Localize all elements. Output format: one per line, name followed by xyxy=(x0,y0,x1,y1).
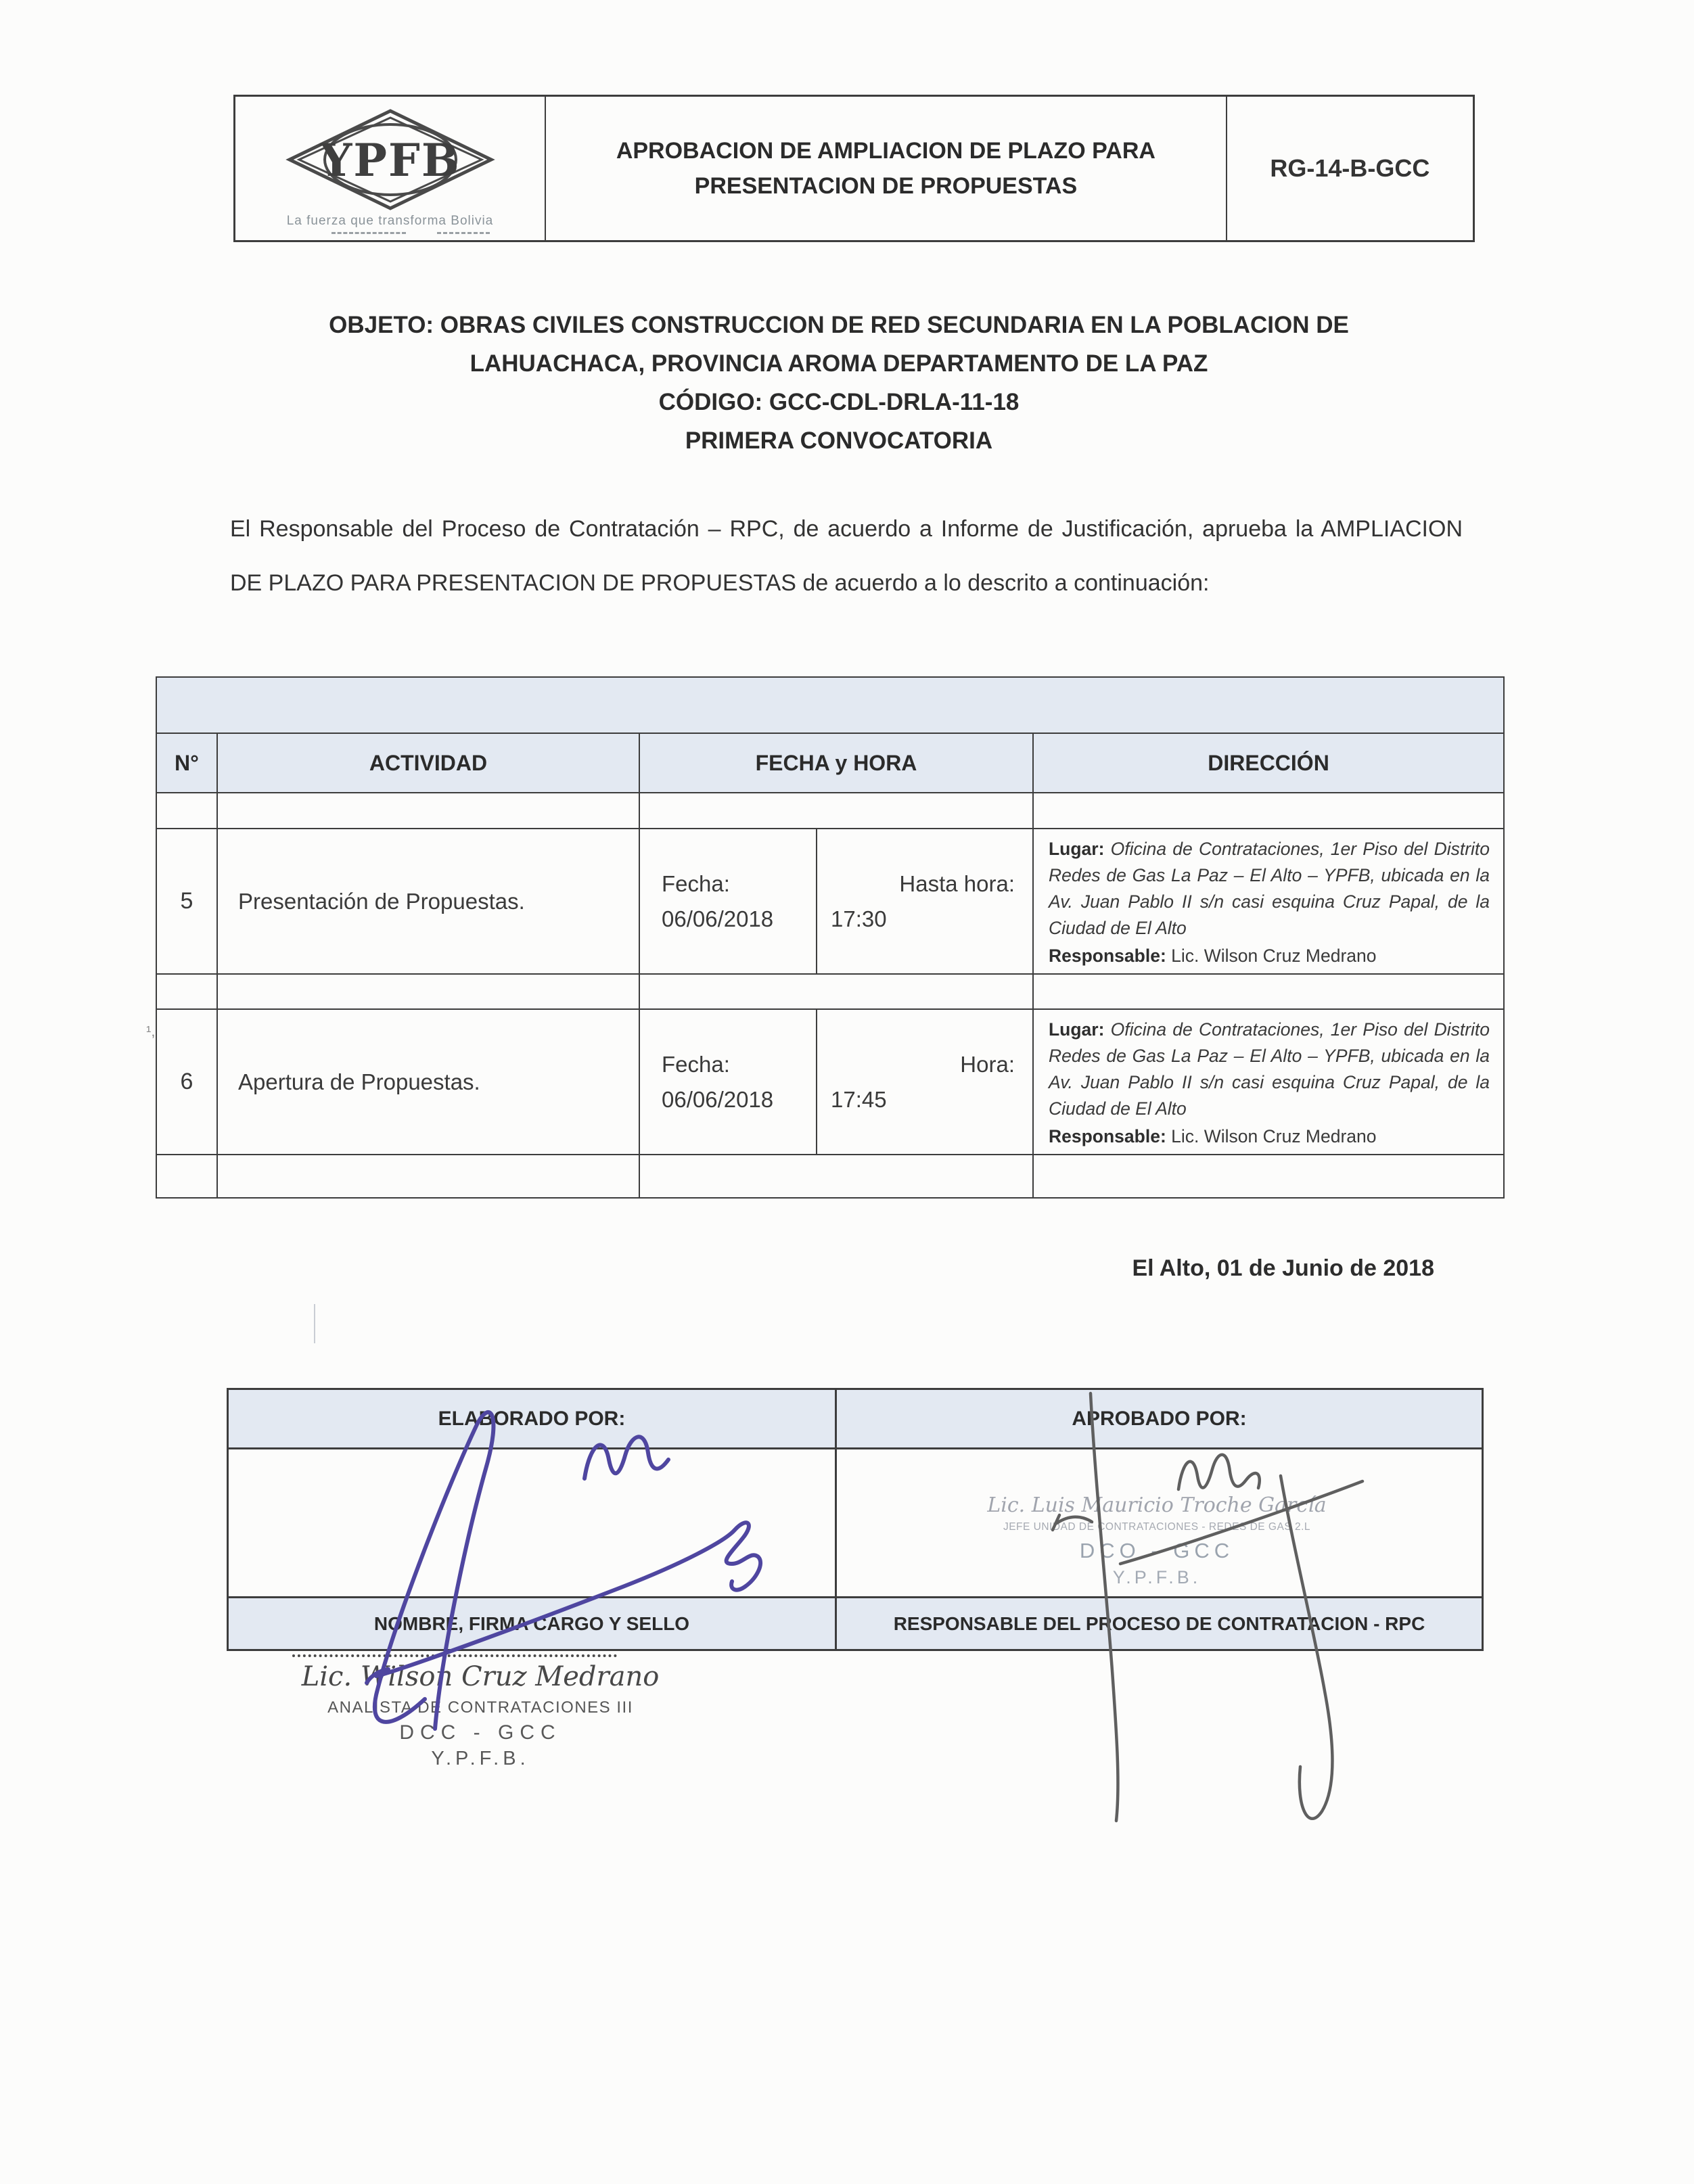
aprobado-por-header: APROBADO POR: xyxy=(836,1389,1483,1449)
aprobado-stamp-name: Lic. Luis Mauricio Troche García xyxy=(987,1493,1327,1517)
signature-header-row xyxy=(228,1389,1483,1449)
ypfb-logo-icon xyxy=(285,108,495,211)
date-line: El Alto, 01 de Junio de 2018 xyxy=(1132,1255,1434,1281)
col-header-fecha-hora: FECHA y HORA xyxy=(639,733,1033,793)
logo-tagline-underline xyxy=(331,232,490,234)
row6-responsable-label: Responsable: xyxy=(1049,1126,1166,1146)
document-header xyxy=(233,95,1475,242)
col-header-actividad: ACTIVIDAD xyxy=(217,733,639,793)
row5-lugar-label: Lugar: xyxy=(1049,839,1105,859)
activities-table xyxy=(156,676,1505,1199)
objeto-line2: LAHUACHACA, PROVINCIA AROMA DEPARTAMENTO DE LA PAZ xyxy=(470,350,1208,377)
table-top-band xyxy=(156,677,1504,733)
logo-tagline: La fuerza que transforma Bolivia xyxy=(286,214,494,228)
elaborado-por-header: ELABORADO POR: xyxy=(228,1389,836,1449)
spacer-row xyxy=(156,793,1504,829)
row6-lugar-label: Lugar: xyxy=(1049,1019,1105,1040)
row5-lugar-text: Oficina de Contrataciones, 1er Piso del Distrito Redes de Gas La Paz – El Alto – YPFB, ubicada en la Av. Juan Pablo II s/n casi esquina Cruz Papal, de la Ciudad de El Alto xyxy=(1049,839,1490,938)
col-header-direccion: DIRECCIÓN xyxy=(1033,733,1504,793)
row5-responsable-label: Responsable: xyxy=(1049,946,1166,966)
row5-hora-value: 17:30 xyxy=(831,906,887,931)
scan-artifact-line xyxy=(314,1304,315,1343)
row5-fecha-label: Fecha: xyxy=(662,870,730,896)
row6-direccion xyxy=(1033,1009,1504,1155)
row5-fecha-value: 06/06/2018 xyxy=(662,906,774,931)
aprobado-stamp-role: JEFE UNIDAD DE CONTRATACIONES - REDES DE GAS 2.L xyxy=(1003,1521,1311,1533)
elaborado-stamp-name: Lic. Wilson Cruz Medrano xyxy=(301,1661,660,1692)
row6-responsable-text: Lic. Wilson Cruz Medrano xyxy=(1171,1126,1377,1146)
row6-fecha-label: Fecha: xyxy=(662,1051,730,1077)
row6-hora xyxy=(817,1009,1033,1155)
document-title-line2: PRESENTACION DE PROPUESTAS xyxy=(694,173,1078,199)
table-row xyxy=(156,829,1504,974)
aprobado-stamp-org: Y.P.F.B. xyxy=(1112,1567,1201,1587)
row5-fecha xyxy=(639,829,817,974)
logo-cell xyxy=(235,97,546,240)
spacer-row xyxy=(156,974,1504,1009)
scan-artifact: ¹, xyxy=(146,1023,156,1040)
row5-num: 5 xyxy=(156,829,217,974)
row5-actividad: Presentación de Propuestas. xyxy=(217,829,639,974)
objeto-line3: CÓDIGO: GCC-CDL-DRLA-11-18 xyxy=(658,389,1020,415)
col-header-num: N° xyxy=(156,733,217,793)
elaborado-stamp-unit: DCC - GCC xyxy=(399,1721,562,1744)
spacer-row xyxy=(156,1155,1504,1198)
objeto-block xyxy=(162,306,1515,460)
row6-hora-value: 17:45 xyxy=(831,1086,887,1112)
intro-paragraph: El Responsable del Proceso de Contratación – RPC, de acuerdo a Informe de Justificación, aprueba la AMPLIACION DE PLAZO PARA PRESENTACION DE PROPUESTAS de acuerdo a lo descrito a continuación: xyxy=(230,516,1463,596)
objeto-line1: OBJETO: OBRAS CIVILES CONSTRUCCION DE RED SECUNDARIA EN LA POBLACION DE xyxy=(329,312,1349,338)
row5-direccion xyxy=(1033,829,1504,974)
elaborado-stamp-org: Y.P.F.B. xyxy=(431,1748,530,1769)
elaborado-signature-area xyxy=(228,1449,836,1598)
aprobado-stamp xyxy=(940,1493,1373,1588)
table-header-row xyxy=(156,733,1504,793)
document-title xyxy=(546,97,1227,240)
row6-fecha xyxy=(639,1009,817,1155)
row6-num: 6 xyxy=(156,1009,217,1155)
elaborado-stamp-role: ANALISTA DE CONTRATACIONES III xyxy=(327,1698,633,1717)
row6-lugar-text: Oficina de Contrataciones, 1er Piso del Distrito Redes de Gas La Paz – El Alto – YPFB, ubicada en la Av. Juan Pablo II s/n casi esquina Cruz Papal, de la Ciudad de El Alto xyxy=(1049,1019,1490,1119)
objeto-line4: PRIMERA CONVOCATORIA xyxy=(685,427,993,454)
row6-hora-label: Hora: xyxy=(960,1051,1015,1077)
row5-hora-label: Hasta hora: xyxy=(899,870,1015,896)
elaborado-footer-label: NOMBRE, FIRMA CARGO Y SELLO xyxy=(228,1598,836,1650)
document-code: RG-14-B-GCC xyxy=(1270,154,1430,182)
row5-responsable-text: Lic. Wilson Cruz Medrano xyxy=(1171,946,1377,966)
aprobado-footer-label: RESPONSABLE DEL PROCESO DE CONTRATACION - RPC xyxy=(836,1598,1483,1650)
ypfb-logo-text: YPFB xyxy=(319,134,461,187)
row6-fecha-value: 06/06/2018 xyxy=(662,1086,774,1112)
row6-actividad: Apertura de Propuestas. xyxy=(217,1009,639,1155)
stamp-dotted-line xyxy=(292,1654,617,1657)
table-row xyxy=(156,1009,1504,1155)
signature-footer-row xyxy=(228,1598,1483,1650)
aprobado-stamp-unit: DCO - GCC xyxy=(1079,1539,1235,1562)
elaborado-stamp xyxy=(271,1661,690,1770)
document-title-line1: APROBACION DE AMPLIACION DE PLAZO PARA xyxy=(616,138,1155,164)
row5-hora xyxy=(817,829,1033,974)
